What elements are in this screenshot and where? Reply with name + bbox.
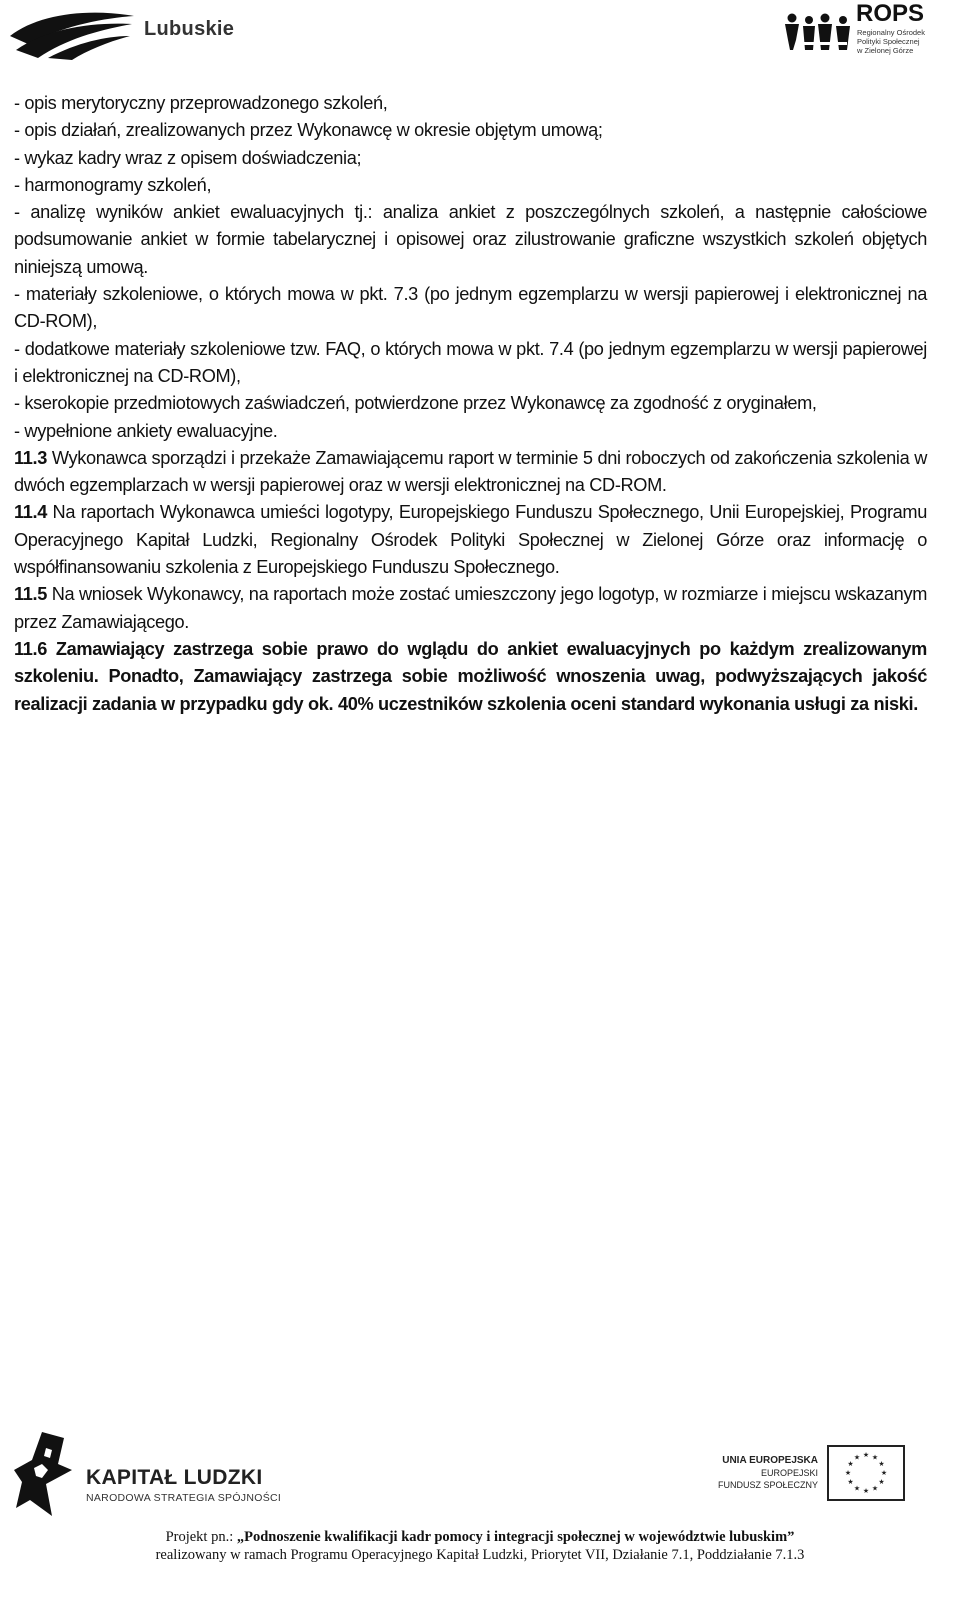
svg-text:★: ★ bbox=[853, 1453, 861, 1462]
project-prefix: Projekt pn.: bbox=[165, 1529, 237, 1545]
program-line: realizowany w ramach Programu Operacyjnego Kapitał Ludzki, Priorytet VII, Działanie 7.1, Poddziałanie 7.1.3 bbox=[155, 1547, 805, 1563]
footer-text bbox=[0, 1528, 960, 1564]
eu-line: UNIA EUROPEJSKA bbox=[722, 1455, 818, 1466]
section-number: 11.4 bbox=[14, 502, 47, 523]
svg-text:★: ★ bbox=[862, 1487, 870, 1495]
section-number: 11.5 bbox=[14, 584, 47, 605]
footer-logos bbox=[0, 1425, 960, 1525]
list-item: - kserokopie przedmiotowych zaświadczeń, potwierdzone przez Wykonawcę za zgodność z oryginałem, bbox=[14, 393, 817, 414]
paragraph-11-3 bbox=[14, 445, 927, 500]
list-item: - harmonogramy szkoleń, bbox=[14, 174, 212, 195]
page-header bbox=[0, 0, 960, 70]
document-body bbox=[14, 90, 927, 718]
kapital-ludzki-title: KAPITAŁ LUDZKI bbox=[86, 1466, 263, 1489]
kapital-ludzki-logo bbox=[12, 1430, 312, 1520]
svg-text:★: ★ bbox=[871, 1453, 879, 1462]
rops-subtitle-line: w Zielonej Górze bbox=[857, 46, 914, 55]
svg-text:★: ★ bbox=[862, 1451, 870, 1459]
list-item: - wypełnione ankiety ewaluacyjne. bbox=[14, 420, 278, 441]
rops-people-icon bbox=[783, 10, 855, 54]
svg-text:★: ★ bbox=[878, 1478, 885, 1486]
svg-text:★: ★ bbox=[844, 1469, 852, 1477]
rops-subtitle-line: Polityki Społecznej bbox=[857, 37, 920, 46]
kapital-ludzki-emblem-icon bbox=[12, 1430, 76, 1520]
rops-subtitle-line: Regionalny Ośrodek bbox=[857, 28, 925, 37]
eu-flag-icon bbox=[827, 1445, 905, 1501]
paragraph-11-5 bbox=[14, 581, 927, 636]
rops-title: ROPS bbox=[856, 0, 925, 27]
list-item: - materiały szkoleniowe, o których mowa w pkt. 7.3 (po jednym egzemplarzu w wersji papierowej i elektronicznej na CD-ROM), bbox=[14, 284, 927, 332]
eu-line: FUNDUSZ SPOŁECZNY bbox=[717, 1480, 818, 1490]
rops-subtitle bbox=[857, 28, 947, 55]
paragraph-11-6: 11.6 Zamawiający zastrzega sobie prawo do wglądu do ankiet ewaluacyjnych po każdym zrealizowanym szkoleniu. Ponadto, Zamawiający zastrzega sobie możliwość wnoszenia uwag, podwyższających jakość realizacji zadania w przypadku gdy ok. 40% uczestników szkolenia oceni standard wykonania usługi za niski. bbox=[14, 638, 927, 714]
svg-text:★: ★ bbox=[847, 1478, 854, 1486]
project-line bbox=[0, 1528, 960, 1546]
eu-text bbox=[710, 1455, 818, 1491]
svg-text:★: ★ bbox=[871, 1484, 879, 1493]
section-number: 11.3 bbox=[14, 447, 47, 468]
list-item: - wykaz kadry wraz z opisem doświadczenia; bbox=[14, 147, 362, 168]
lubuskie-wordmark: Lubuskie bbox=[144, 18, 235, 40]
paragraph-text: Na wniosek Wykonawcy, na raportach może zostać umieszczony jego logotyp, w rozmiarze i miejscu wskazanym przez Zamawiającego. bbox=[14, 584, 927, 632]
paragraph-11-4 bbox=[14, 499, 927, 581]
svg-text:★: ★ bbox=[880, 1469, 888, 1477]
svg-text:★: ★ bbox=[847, 1460, 854, 1468]
lubuskie-swoosh-icon bbox=[8, 6, 140, 62]
paragraph-text: Wykonawca sporządzi i przekaże Zamawiającemu raport w terminie 5 dni roboczych od zakończenia szkolenia w dwóch egzemplarzach w wersji papierowej oraz w wersji elektronicznej na CD-ROM. bbox=[14, 447, 927, 496]
eu-logo bbox=[700, 1435, 920, 1515]
list-item: - opis działań, zrealizowanych przez Wykonawcę w okresie objętym umową; bbox=[14, 120, 603, 141]
list-item: - dodatkowe materiały szkoleniowe tzw. FAQ, o których mowa w pkt. 7.4 (po jednym egzemplarzu w wersji papierowej i elektronicznej na CD-ROM), bbox=[14, 338, 927, 386]
project-title: „Podnoszenie kwalifikacji kadr pomocy i integracji społecznej w województwie lubuskim” bbox=[236, 1529, 795, 1545]
rops-logo bbox=[783, 2, 943, 62]
paragraph-text: Na raportach Wykonawca umieści logotypy, Europejskiego Funduszu Społecznego, Unii Europejskiej, Programu Operacyjnego Kapitał Ludzki, Regionalny Ośrodek Polityki Społecznej w Zielonej Górze oraz informację o współfinansowaniu szkolenia z Europejskiego Funduszu Społecznego. bbox=[14, 502, 927, 578]
list-item: - opis merytoryczny przeprowadzonego szkoleń, bbox=[14, 93, 388, 113]
eu-line: EUROPEJSKI bbox=[760, 1468, 818, 1478]
svg-text:★: ★ bbox=[878, 1460, 885, 1468]
list-item: - analizę wyników ankiet ewaluacyjnych tj.: analiza ankiet z poszczególnych szkoleń, a następnie całościowe podsumowanie ankiet w formie tabelarycznej i opisowej oraz zilustrowanie graficzne wszystkich szkoleń objętych niniejszą umową. bbox=[14, 202, 927, 277]
svg-text:★: ★ bbox=[853, 1484, 861, 1493]
kapital-ludzki-subtitle: NARODOWA STRATEGIA SPÓJNOŚCI bbox=[86, 1492, 282, 1504]
lubuskie-logo bbox=[8, 6, 248, 62]
